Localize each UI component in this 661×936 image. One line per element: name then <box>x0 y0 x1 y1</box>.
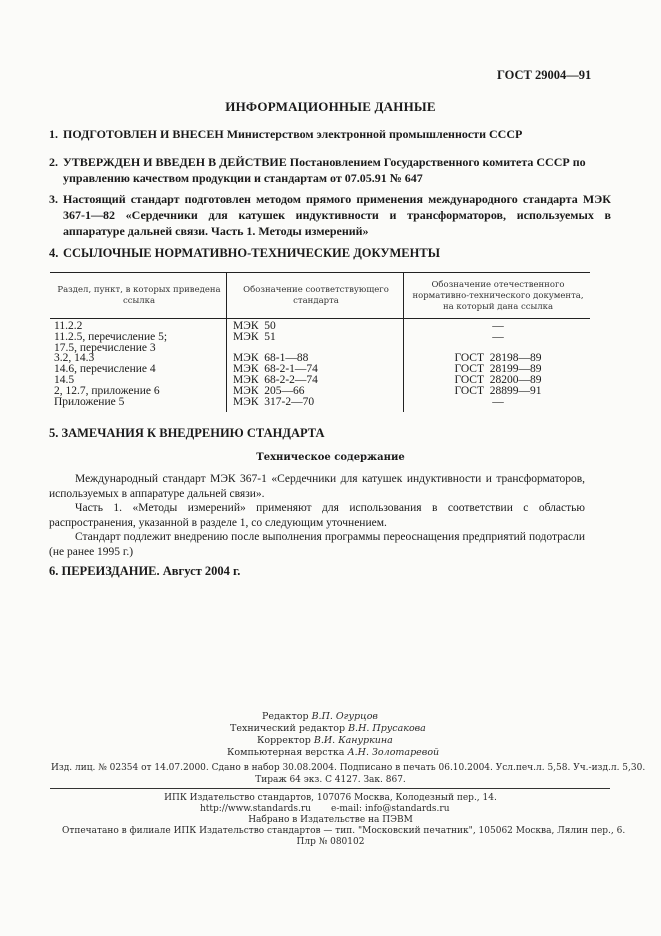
table-cell: — <box>492 395 504 408</box>
divider-rule <box>50 788 610 789</box>
paragraph: Международный стандарт МЭК 367-1 «Сердечники для катушек индуктивности и трансформаторов, используемых в аппаратуре дальней связи». <box>49 473 585 500</box>
publisher-line-5: Плр № 080102 <box>296 837 365 847</box>
item-lead: УТВЕРЖДЕН И ВВЕДЕН В ДЕЙСТВИЕ <box>63 155 287 169</box>
item-number: 3. <box>49 192 58 206</box>
imprint-line-2: Тираж 64 экз. С 4127. Зак. 867. <box>255 775 406 785</box>
table-cell: — <box>492 320 504 332</box>
table-cell: 2, 12.7, приложение 6 <box>54 384 160 397</box>
publisher-line-3: Набрано в Издательстве на ПЭВМ <box>248 815 413 825</box>
table-cell: 17.5, перечисление 3 <box>54 341 156 354</box>
publisher-url[interactable]: http://www.standards.ru <box>200 804 311 814</box>
table-col-divider <box>403 272 404 412</box>
page-title: ИНФОРМАЦИОННЫЕ ДАННЫЕ <box>225 99 436 114</box>
paragraph: Часть 1. «Методы измерений» применяют для использования в соответствии с областью распространения, указанной в разделе 1, со следующим уточнением. <box>49 502 585 529</box>
table-cell: МЭК 51 <box>233 330 276 343</box>
table-header-domestic: Обозначение отечественного нормативно-технического документа, на который дана ссылка <box>412 280 584 312</box>
table-cell: МЭК 68-1—88 <box>233 352 309 365</box>
section-6-title: 6. ПЕРЕИЗДАНИЕ. Август 2004 г. <box>49 564 241 578</box>
table-cell: МЭК 68-2-1—74 <box>233 363 318 376</box>
item-number: 1. <box>49 127 58 141</box>
info-item-3 <box>49 191 611 239</box>
table-cell: 11.2.2 <box>54 320 83 332</box>
item-text: Постановлением Государственного комитета СССР по управлению качеством продукции и стандартам от 07.05.91 № 647 <box>63 155 586 185</box>
table-cell: МЭК 317-2—70 <box>233 395 315 408</box>
item-number: 4. <box>49 246 59 260</box>
paragraph: Стандарт подлежит внедрению после выполнения программы переоснащения предприятий подотрасли (не ранее 1995 г.) <box>49 531 585 558</box>
credit-editor: Редактор В.П. Огурцов <box>262 711 378 722</box>
table-column-domestic <box>406 321 590 407</box>
table-cell: 11.2.5, перечисление 5; <box>54 330 168 343</box>
table-cell: МЭК 205—66 <box>233 384 305 397</box>
table-header-rule <box>50 318 590 319</box>
table-cell: Приложение 5 <box>54 395 125 408</box>
item-text: Министерством электронной промышленности СССР <box>223 127 523 141</box>
table-cell: — <box>492 330 504 343</box>
document-code: ГОСТ 29004—91 <box>497 68 592 82</box>
credit-tech-editor: Технический редактор В.Н. Прусакова <box>230 723 426 734</box>
info-item-2 <box>49 154 611 186</box>
credit-layout: Компьютерная верстка А.Н. Золотаревой <box>227 747 440 758</box>
table-cell: МЭК 68-2-2—74 <box>233 373 318 386</box>
publisher-line-4: Отпечатано в филиале ИПК Издательство стандартов — тип. "Московский печатник", 105062 Москва, Лялин пер., 6. <box>62 826 626 836</box>
table-header-standard: Обозначение соответствующего стандарта <box>243 285 389 306</box>
credit-corrector: Корректор В.И. Кануркина <box>257 735 393 746</box>
table-header-section: Раздел, пункт, в которых приведена ссылка <box>57 285 221 306</box>
table-column-section <box>54 321 167 407</box>
publisher-line-1: ИПК Издательство стандартов, 107076 Москва, Колодезный пер., 14. <box>164 793 497 803</box>
item-lead: ССЫЛОЧНЫЕ НОРМАТИВНО-ТЕХНИЧЕСКИЕ ДОКУМЕНТЫ <box>63 246 440 260</box>
section-5-body <box>49 472 585 559</box>
table-top-rule <box>50 272 590 273</box>
item-lead: ПОДГОТОВЛЕН И ВНЕСЕН <box>63 127 224 141</box>
section-5-subtitle: Техническое содержание <box>256 452 405 463</box>
table-cell: 14.6, перечисление 4 <box>54 363 156 376</box>
table-cell: 14.5 <box>54 373 75 386</box>
table-column-standard <box>233 321 318 407</box>
item-number: 2. <box>49 155 58 169</box>
info-item-4 <box>49 245 611 261</box>
table-cell: МЭК 50 <box>233 320 276 332</box>
table-cell: ГОСТ 28200—89 <box>454 373 542 386</box>
item-text: Настоящий стандарт подготовлен методом прямого применения международного стандарта МЭК 367-1—82 «Сердечники для катушек индуктивности и трансформаторов, используемых в аппаратуре дальней связи. Часть 1. Методы измерений» <box>63 192 611 238</box>
publisher-email[interactable]: e-mail: info@standards.ru <box>331 804 450 814</box>
table-cell: ГОСТ 28198—89 <box>454 352 542 365</box>
table-cell: ГОСТ 28899—91 <box>454 384 542 397</box>
info-item-1 <box>49 126 611 142</box>
section-5-title: 5. ЗАМЕЧАНИЯ К ВНЕДРЕНИЮ СТАНДАРТА <box>49 426 325 440</box>
table-cell: ГОСТ 28199—89 <box>454 363 542 376</box>
table-col-divider <box>226 272 227 412</box>
imprint-line-1: Изд. лиц. № 02354 от 14.07.2000. Сдано в набор 30.08.2004. Подписано в печать 06.10.2004. Усл.печ.л. 5,58. Уч.-изд.л. 5,30. <box>51 763 646 773</box>
table-cell: 3.2, 14.3 <box>54 352 95 365</box>
